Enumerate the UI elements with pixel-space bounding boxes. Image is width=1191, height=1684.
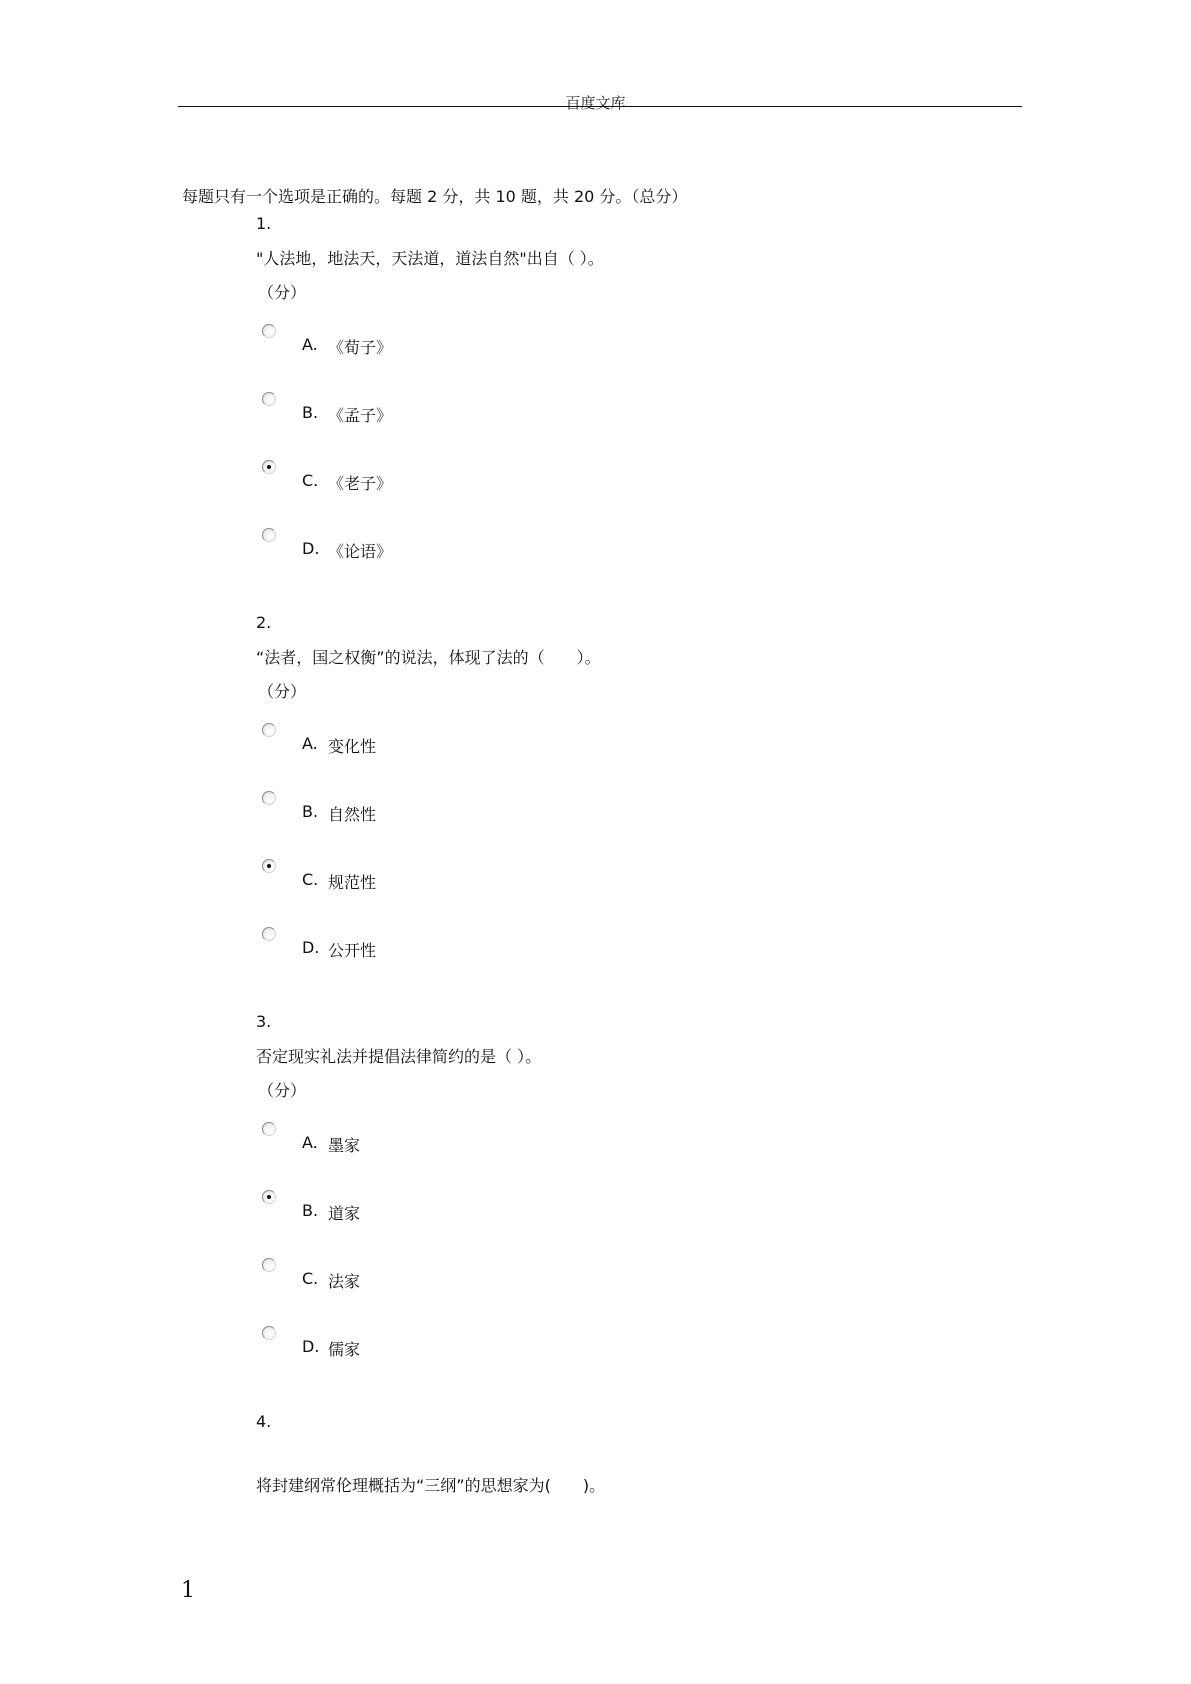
question-text: 否定现实礼法并提倡法律简约的是（ ）。 (256, 1047, 542, 1066)
question-score: （分） (258, 283, 307, 302)
radio-button-selected[interactable] (262, 859, 276, 873)
option-d[interactable] (256, 927, 656, 960)
radio-button-selected[interactable] (262, 460, 276, 474)
option-letter: D. (302, 539, 320, 558)
option-a[interactable] (256, 1122, 656, 1155)
question-text: 将封建纲常伦理概括为“三纲”的思想家为( )。 (256, 1476, 606, 1495)
option-text: 公开性 (328, 941, 377, 960)
option-letter: B. (302, 1201, 319, 1220)
radio-button[interactable] (262, 723, 276, 737)
radio-button[interactable] (262, 528, 276, 542)
question-number: 2. (256, 613, 272, 632)
option-letter: B. (302, 802, 319, 821)
option-letter: D. (302, 938, 320, 957)
option-c[interactable] (256, 460, 656, 493)
option-c[interactable] (256, 859, 656, 892)
option-letter: C. (302, 1269, 319, 1288)
radio-button[interactable] (262, 392, 276, 406)
question-score: （分） (258, 682, 307, 701)
option-text: 儒家 (328, 1340, 361, 1359)
header-title: 百度文库 (565, 94, 626, 112)
option-letter: A. (302, 734, 318, 753)
option-text: 墨家 (328, 1136, 361, 1155)
option-text: 法家 (328, 1272, 361, 1291)
option-text: 变化性 (328, 737, 377, 756)
header-divider (178, 106, 1022, 107)
question-number: 4. (256, 1412, 272, 1431)
radio-button-selected[interactable] (262, 1190, 276, 1204)
question-score: （分） (258, 1081, 307, 1100)
radio-button[interactable] (262, 1258, 276, 1272)
question-number: 1. (256, 214, 272, 233)
question-text: "人法地，地法天，天法道，道法自然"出自（ ）。 (256, 249, 604, 268)
option-letter: A. (302, 1133, 318, 1152)
option-text: 《老子》 (328, 474, 393, 493)
option-b[interactable] (256, 392, 656, 425)
option-d[interactable] (256, 528, 656, 561)
instruction-text: 每题只有一个选项是正确的。每题 2 分，共 10 题，共 20 分。（总分） (182, 187, 688, 206)
radio-button[interactable] (262, 791, 276, 805)
option-text: 《孟子》 (328, 406, 393, 425)
option-text: 自然性 (328, 805, 377, 824)
option-text: 《论语》 (328, 542, 393, 561)
option-text: 道家 (328, 1204, 361, 1223)
option-a[interactable] (256, 324, 656, 357)
question-text: “法者，国之权衡”的说法，体现了法的（ ）。 (256, 648, 601, 667)
option-text: 规范性 (328, 873, 377, 892)
radio-button[interactable] (262, 927, 276, 941)
option-a[interactable] (256, 723, 656, 756)
option-letter: C. (302, 870, 319, 889)
radio-button[interactable] (262, 324, 276, 338)
option-letter: D. (302, 1337, 320, 1356)
radio-button[interactable] (262, 1326, 276, 1340)
option-b[interactable] (256, 791, 656, 824)
option-d[interactable] (256, 1326, 656, 1359)
question-number: 3. (256, 1012, 272, 1031)
option-b[interactable] (256, 1190, 656, 1223)
radio-button[interactable] (262, 1122, 276, 1136)
option-letter: C. (302, 471, 319, 490)
option-letter: A. (302, 335, 318, 354)
option-letter: B. (302, 403, 319, 422)
page-number: 1 (181, 1578, 195, 1603)
option-text: 《荀子》 (328, 338, 393, 357)
option-c[interactable] (256, 1258, 656, 1291)
